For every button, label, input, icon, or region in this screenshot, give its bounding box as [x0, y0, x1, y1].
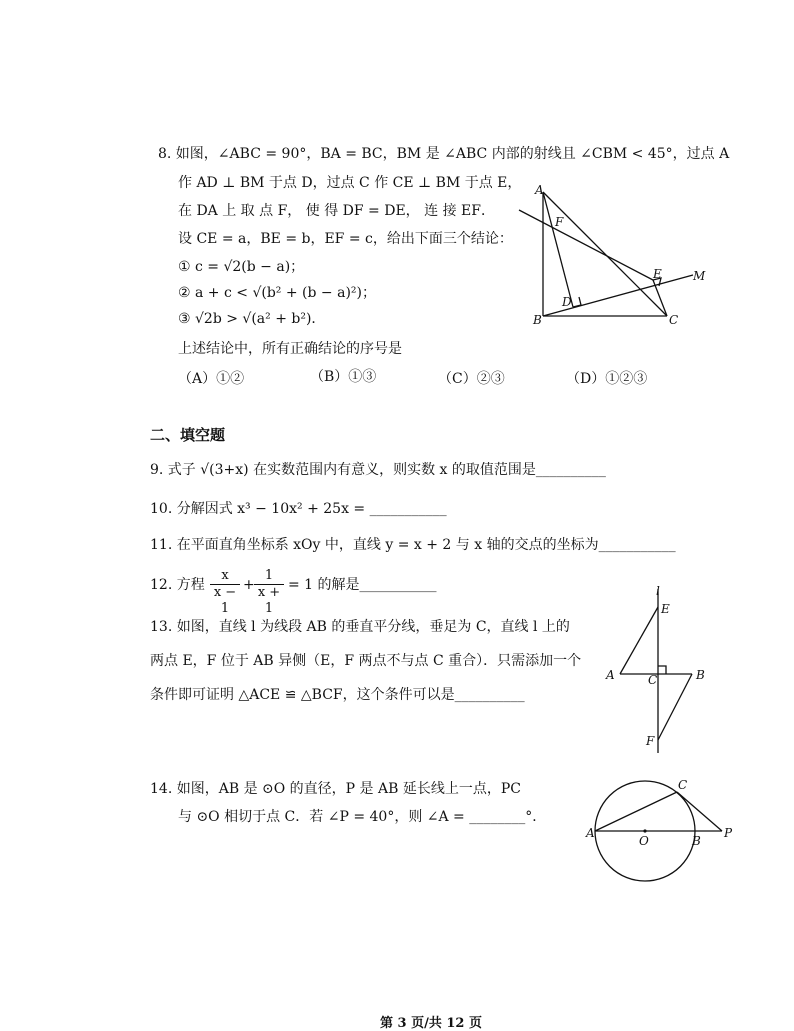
q13-seg-ae [620, 607, 658, 674]
section-heading-fill-in: 二、填空题 [150, 426, 226, 444]
q14-label-c: C [678, 778, 688, 792]
q14-seg-cp [677, 792, 722, 831]
q8-label-d: D [562, 295, 572, 309]
q8-line-4: 设 CE = a，BE = b，EF = c，给出下面三个结论： [178, 231, 513, 247]
page-number-footer: 第 3 页/共 12 页 [380, 1016, 482, 1031]
q8-conclusion-1: ① c = √2(b − a)； [178, 259, 305, 275]
q8-label-e: E [653, 267, 662, 281]
q8-choice-c: （C）②③ [438, 371, 505, 387]
q13-label-a: A [606, 668, 615, 682]
q8-seg-ad [543, 192, 573, 307]
q13-label-f: F [646, 734, 655, 748]
q8-right-angle-d [573, 297, 581, 307]
q13-label-e: E [661, 602, 670, 616]
q14-figure [582, 775, 742, 895]
q12-fraction-2 [254, 568, 284, 617]
q8-line-2: 作 AD ⊥ BM 于点 D，过点 C 作 CE ⊥ BM 于点 E， [178, 175, 522, 191]
q8-choice-b: （B）①③ [310, 369, 377, 385]
q11-text: 11. 在平面直角坐标系 xOy 中，直线 y = x + 2 与 x 轴的交点的坐标为___________ [150, 537, 676, 553]
q14-line-2: 与 ⊙O 相切于点 C．若 ∠P = 40°，则 ∠A = ________°． [178, 809, 547, 825]
q8-seg-ce [653, 280, 667, 316]
q8-conclusion-3: ③ √2b > √(a² + b²)． [178, 311, 326, 327]
q8-line-1: 8. 如图，∠ABC = 90°，BA = BC，BM 是 ∠ABC 内部的射线且 ∠CBM < 45°，过点 A [158, 146, 730, 162]
q13-line-1: 13. 如图，直线 l 为线段 AB 的垂直平分线，垂足为 C，直线 l 上的 [150, 619, 570, 635]
q13-line-3: 条件即可证明 △ACE ≌ △BCF，这个条件可以是__________ [150, 687, 525, 703]
q14-label-b: B [692, 834, 701, 848]
q8-label-b: B [533, 313, 542, 327]
q8-choice-d: （D）①②③ [566, 371, 648, 387]
q14-center-dot [643, 829, 646, 832]
q8-figure [515, 180, 715, 330]
q12-plus: + [243, 577, 255, 593]
q8-seg-ef [519, 210, 653, 280]
q9-text: 9. 式子 √(3+x) 在实数范围内有意义，则实数 x 的取值范围是__________ [150, 462, 606, 478]
q14-label-p: P [724, 826, 733, 840]
q13-label-l: l [656, 585, 660, 598]
q8-label-f: F [555, 215, 564, 229]
q8-label-c: C [669, 313, 679, 327]
q13-figure [600, 585, 710, 755]
q12-f1-numerator: x [221, 568, 229, 583]
q13-seg-bf [658, 674, 692, 740]
q8-line-3: 在 DA 上 取 点 F， 使 得 DF = DE， 连 接 EF． [178, 203, 495, 219]
q12-fraction-1 [210, 568, 240, 617]
q13-label-c: C [648, 673, 658, 687]
q12-f1-denominator: x − 1 [210, 584, 240, 617]
q8-label-m: M [693, 269, 706, 283]
q13-right-angle-c [658, 666, 666, 674]
q13-line-2: 两点 E，F 位于 AB 异侧（E，F 两点不与点 C 重合）．只需添加一个 [150, 653, 582, 669]
q13-label-b: B [696, 668, 705, 682]
q14-label-a: A [586, 826, 595, 840]
q8-choice-a: （A）①② [178, 371, 245, 387]
q8-prompt: 上述结论中，所有正确结论的序号是 [178, 341, 402, 357]
q8-label-a: A [535, 183, 544, 197]
q12-prefix: 12. 方程 [150, 577, 205, 593]
q14-line-1: 14. 如图，AB 是 ⊙O 的直径，P 是 AB 延长线上一点，PC [150, 781, 521, 797]
q12-f2-numerator: 1 [264, 568, 274, 583]
q12-suffix: = 1 的解是___________ [288, 577, 437, 593]
q14-label-o: O [639, 834, 649, 848]
q12-f2-denominator: x + 1 [254, 584, 284, 617]
q8-conclusion-2: ② a + c < √(b² + (b − a)²)； [178, 285, 376, 301]
q10-text: 10. 分解因式 x³ − 10x² + 25x = ___________ [150, 501, 447, 517]
